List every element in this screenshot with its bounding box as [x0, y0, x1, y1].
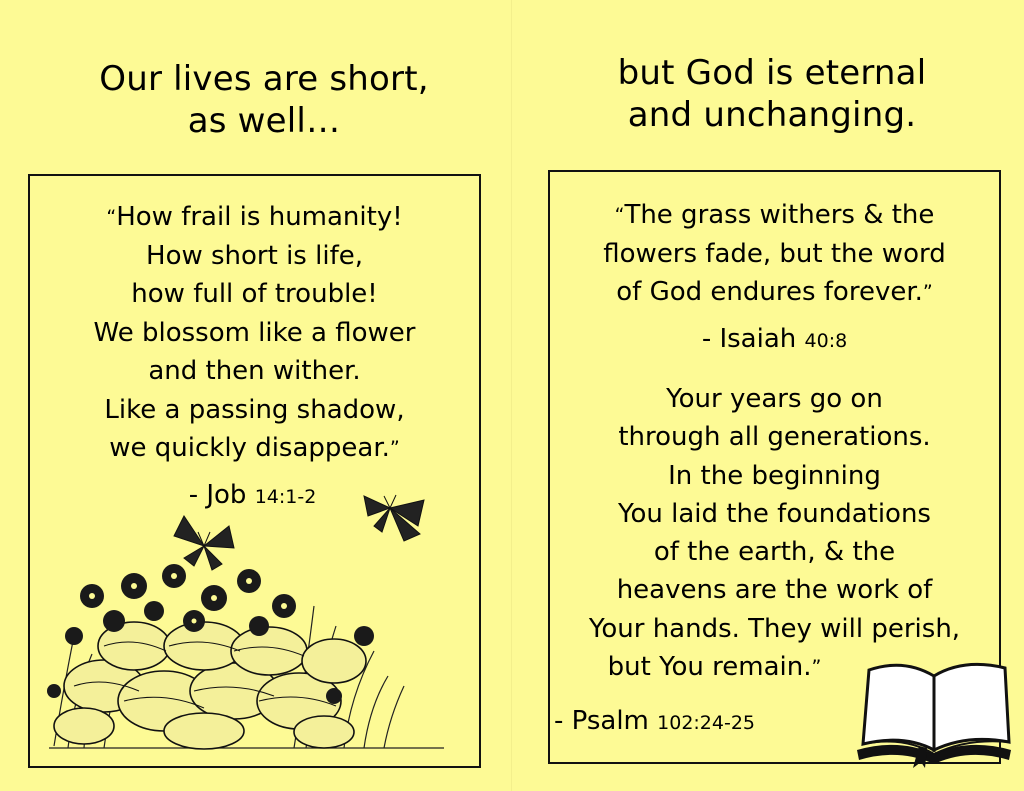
- reference-book: - Isaiah: [701, 324, 797, 354]
- verse-line: how full of trouble!: [131, 279, 378, 309]
- right-heading-line-2: and unchanging.: [627, 95, 917, 135]
- job-verse: [30, 198, 479, 468]
- open-bible-icon: [849, 650, 1019, 770]
- verse-line: through all generations.: [618, 422, 931, 453]
- verse-line: How short is life,: [146, 240, 363, 271]
- verse-line: [550, 273, 999, 312]
- verse-line: and then wither.: [148, 356, 361, 386]
- close-quote: ”: [811, 656, 822, 679]
- reference-book: - Psalm: [553, 706, 649, 736]
- verse-line: Your hands. They will perish,: [588, 613, 961, 644]
- verse-line: Your years go on: [666, 384, 883, 414]
- verse-line: [550, 196, 999, 235]
- left-heading-line-1: Our lives are short,: [99, 59, 429, 99]
- left-verse-card: [28, 174, 481, 768]
- verse-line-text: The grass withers & the: [624, 200, 935, 230]
- open-quote: “: [614, 204, 625, 226]
- reference-numbers: 14:1-2: [254, 486, 317, 508]
- verse-line: flowers fade, but the word: [603, 238, 946, 269]
- flowers-and-butterflies-illustration: [44, 486, 444, 756]
- verse-line: [30, 429, 479, 468]
- reference-numbers: 40:8: [804, 330, 848, 352]
- isaiah-reference: [550, 322, 999, 358]
- right-heading-line-1: but God is eternal: [617, 53, 927, 93]
- open-quote: “: [106, 206, 117, 228]
- verse-line: heavens are the work of: [616, 575, 933, 606]
- close-quote: ”: [389, 437, 400, 459]
- right-page: [512, 0, 1024, 791]
- isaiah-verse: [550, 196, 999, 312]
- verse-line: In the beginning: [668, 460, 881, 491]
- close-quote: ”: [922, 281, 933, 303]
- verse-line: Like a passing shadow,: [104, 394, 405, 425]
- verse-line-text: of God endures forever.: [616, 277, 923, 307]
- psalm-reference: [430, 704, 879, 740]
- verse-line-text: we quickly disappear.: [109, 433, 390, 463]
- verse-line-text: but You remain.: [607, 652, 812, 683]
- verse-line: We blossom like a flower: [93, 317, 416, 348]
- verse-line: [30, 198, 479, 237]
- verse-line-text: How frail is humanity!: [116, 202, 403, 232]
- right-heading: [516, 52, 1024, 136]
- left-heading: [8, 58, 520, 142]
- left-heading-line-2: as well…: [187, 101, 341, 141]
- psalm-verse: [550, 380, 999, 686]
- verse-line: You laid the foundations: [618, 498, 931, 529]
- reference-numbers: 102:24-25: [657, 712, 756, 734]
- verse-line: of the earth, & the: [653, 537, 896, 568]
- reference-book: - Job: [188, 480, 247, 510]
- right-verse-card: [548, 170, 1001, 764]
